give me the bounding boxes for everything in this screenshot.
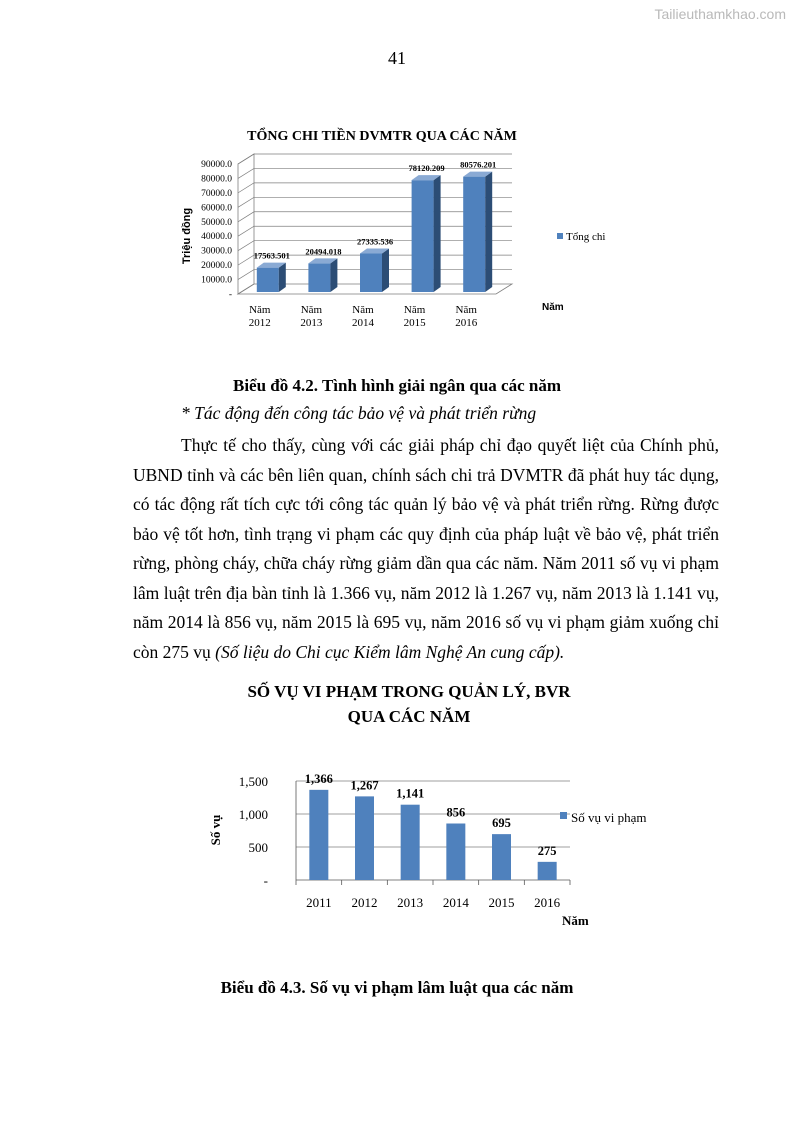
chart1-x-tick-label: Năm 2014 (352, 304, 374, 329)
chart2-x-axis-label: Năm (562, 913, 589, 928)
chart1-legend-label: Tổng chi (566, 231, 606, 243)
chart1-x-tick-label: Năm 2012 (248, 304, 271, 329)
chart2-x-tick-label: 2015 (488, 895, 515, 910)
chart1-bars (257, 172, 492, 292)
chart1-y-tick-label: 30000.0 (201, 246, 232, 257)
chart1-y-tick-label: - (228, 290, 232, 300)
chart2-y-tick-label: 1,000 (238, 807, 268, 822)
chart1-data-labels (254, 160, 497, 261)
chart-total-spending (170, 118, 630, 338)
chart2-legend-swatch (560, 812, 567, 819)
chart2-bar (401, 805, 420, 880)
chart1-bar (463, 172, 492, 292)
chart2-y-tick-label: 500 (248, 840, 268, 855)
chart1-side-wall (238, 154, 254, 294)
chart1-y-tick-label: 60000.0 (201, 203, 232, 214)
chart2-data-label: 275 (537, 843, 557, 858)
chart1-x-tick-label: Năm 2015 (403, 304, 426, 329)
chart2-bar (538, 862, 557, 880)
chart1-y-tick-label: 80000.0 (201, 174, 232, 185)
chart2-title-line-2: QUA CÁC NĂM (347, 707, 471, 726)
chart1-data-label: 20494.018 (305, 246, 342, 257)
chart1-title: TỔNG CHI TIỀN DVMTR QUA CÁC NĂM (247, 129, 517, 144)
watermark: Tailieuthamkhao.com (654, 6, 786, 22)
chart1-y-axis-label: Triệu đồng (181, 207, 193, 265)
paragraph-source: (Số liệu do Chi cục Kiểm lâm Nghệ An cung cấp). (215, 641, 565, 662)
chart-violations (196, 674, 647, 964)
chart2-grid (296, 781, 570, 880)
chart1-legend-swatch (557, 233, 563, 239)
section-heading: * Tác động đến công tác bảo vệ và phát triển rừng (181, 403, 537, 423)
chart2-data-label: 1,141 (396, 786, 425, 801)
chart2-x-tick-label: 2011 (306, 895, 332, 910)
chart1-bar (360, 249, 389, 292)
chart1-data-label: 80576.201 (460, 159, 497, 170)
body-paragraph (133, 431, 719, 667)
chart2-bar (492, 834, 511, 880)
chart1-data-label: 27335.536 (356, 236, 394, 247)
page-number: 41 (388, 48, 406, 68)
chart2-y-axis-label: Số vụ (208, 814, 223, 846)
chart2-bar (355, 796, 374, 880)
chart2-y-ticks (239, 774, 268, 888)
chart1-data-label: 17563.501 (253, 250, 290, 261)
chart1-x-tick-label: Năm 2013 (300, 304, 323, 329)
chart1-bar (412, 175, 441, 292)
chart1-x-ticks (249, 304, 478, 329)
chart1-y-tick-label: 70000.0 (201, 188, 232, 199)
chart1-bar (257, 263, 286, 292)
chart1-y-tick-label: 20000.0 (201, 261, 232, 272)
chart2-x-tick-label: 2012 (351, 895, 378, 910)
chart2-bar (309, 790, 328, 880)
chart1-bar (308, 258, 337, 292)
chart2-title-line-1: SỐ VỤ VI PHẠM TRONG QUẢN LÝ, BVR (247, 682, 571, 701)
chart2-legend-label: Số vụ vi phạm (571, 810, 647, 825)
chart1-y-tick-label: 90000.0 (201, 160, 232, 170)
chart1-x-tick-label: Năm 2016 (455, 304, 478, 329)
chart1-data-label: 78120.209 (408, 163, 445, 174)
chart2-bars (309, 790, 556, 880)
chart1-y-tick-label: 10000.0 (201, 275, 232, 286)
chart2-x-tick-label: 2016 (534, 895, 561, 910)
chart2-x-tick-label: 2013 (397, 895, 424, 910)
chart2-data-labels (305, 772, 557, 858)
chart2-data-label: 1,267 (350, 778, 379, 793)
chart1-y-ticks (201, 160, 232, 300)
chart2-data-label: 1,366 (304, 771, 333, 786)
chart1-x-axis-label: Năm (542, 302, 564, 313)
chart2-data-label: 856 (446, 805, 466, 820)
chart1-y-tick-label: 50000.0 (201, 217, 232, 228)
chart2-y-tick-label: 1,500 (238, 774, 268, 789)
chart2-x-ticks (296, 880, 570, 910)
chart2-data-label: 695 (492, 816, 511, 831)
figure-1-caption: Biểu đồ 4.2. Tình hình giải ngân qua các năm (233, 376, 561, 395)
chart2-bar (446, 824, 465, 880)
figure-2-caption: Biểu đồ 4.3. Số vụ vi phạm lâm luật qua các năm (220, 978, 574, 997)
chart2-y-tick-label: - (263, 873, 268, 888)
chart1-y-tick-label: 40000.0 (201, 232, 232, 243)
chart2-x-tick-label: 2014 (442, 895, 469, 910)
paragraph-main: Thực tế cho thấy, cùng với các giải pháp chỉ đạo quyết liệt của Chính phủ, UBND tỉnh và các bên liên quan, chính sách chi trả DVMTR đã phát huy tác dụng, có tác động rất tích cực tới công tác quản lý bảo vệ và phát triển rừng. Rừng được bảo vệ tốt hơn, tình trạng vi phạm các quy định của pháp luật về bảo vệ, phát triển rừng, phòng cháy, chữa cháy rừng giảm dần qua các năm. Năm 2011 số vụ vi phạm lâm luật trên địa bàn tỉnh là 1.366 vụ, năm 2012 là 1.267 vụ, năm 2013 là 1.141 vụ, năm 2014 là 856 vụ, năm 2015 là 695 vụ, năm 2016 số vụ vi phạm giảm xuống chỉ còn 275 vụ (133, 435, 719, 662)
